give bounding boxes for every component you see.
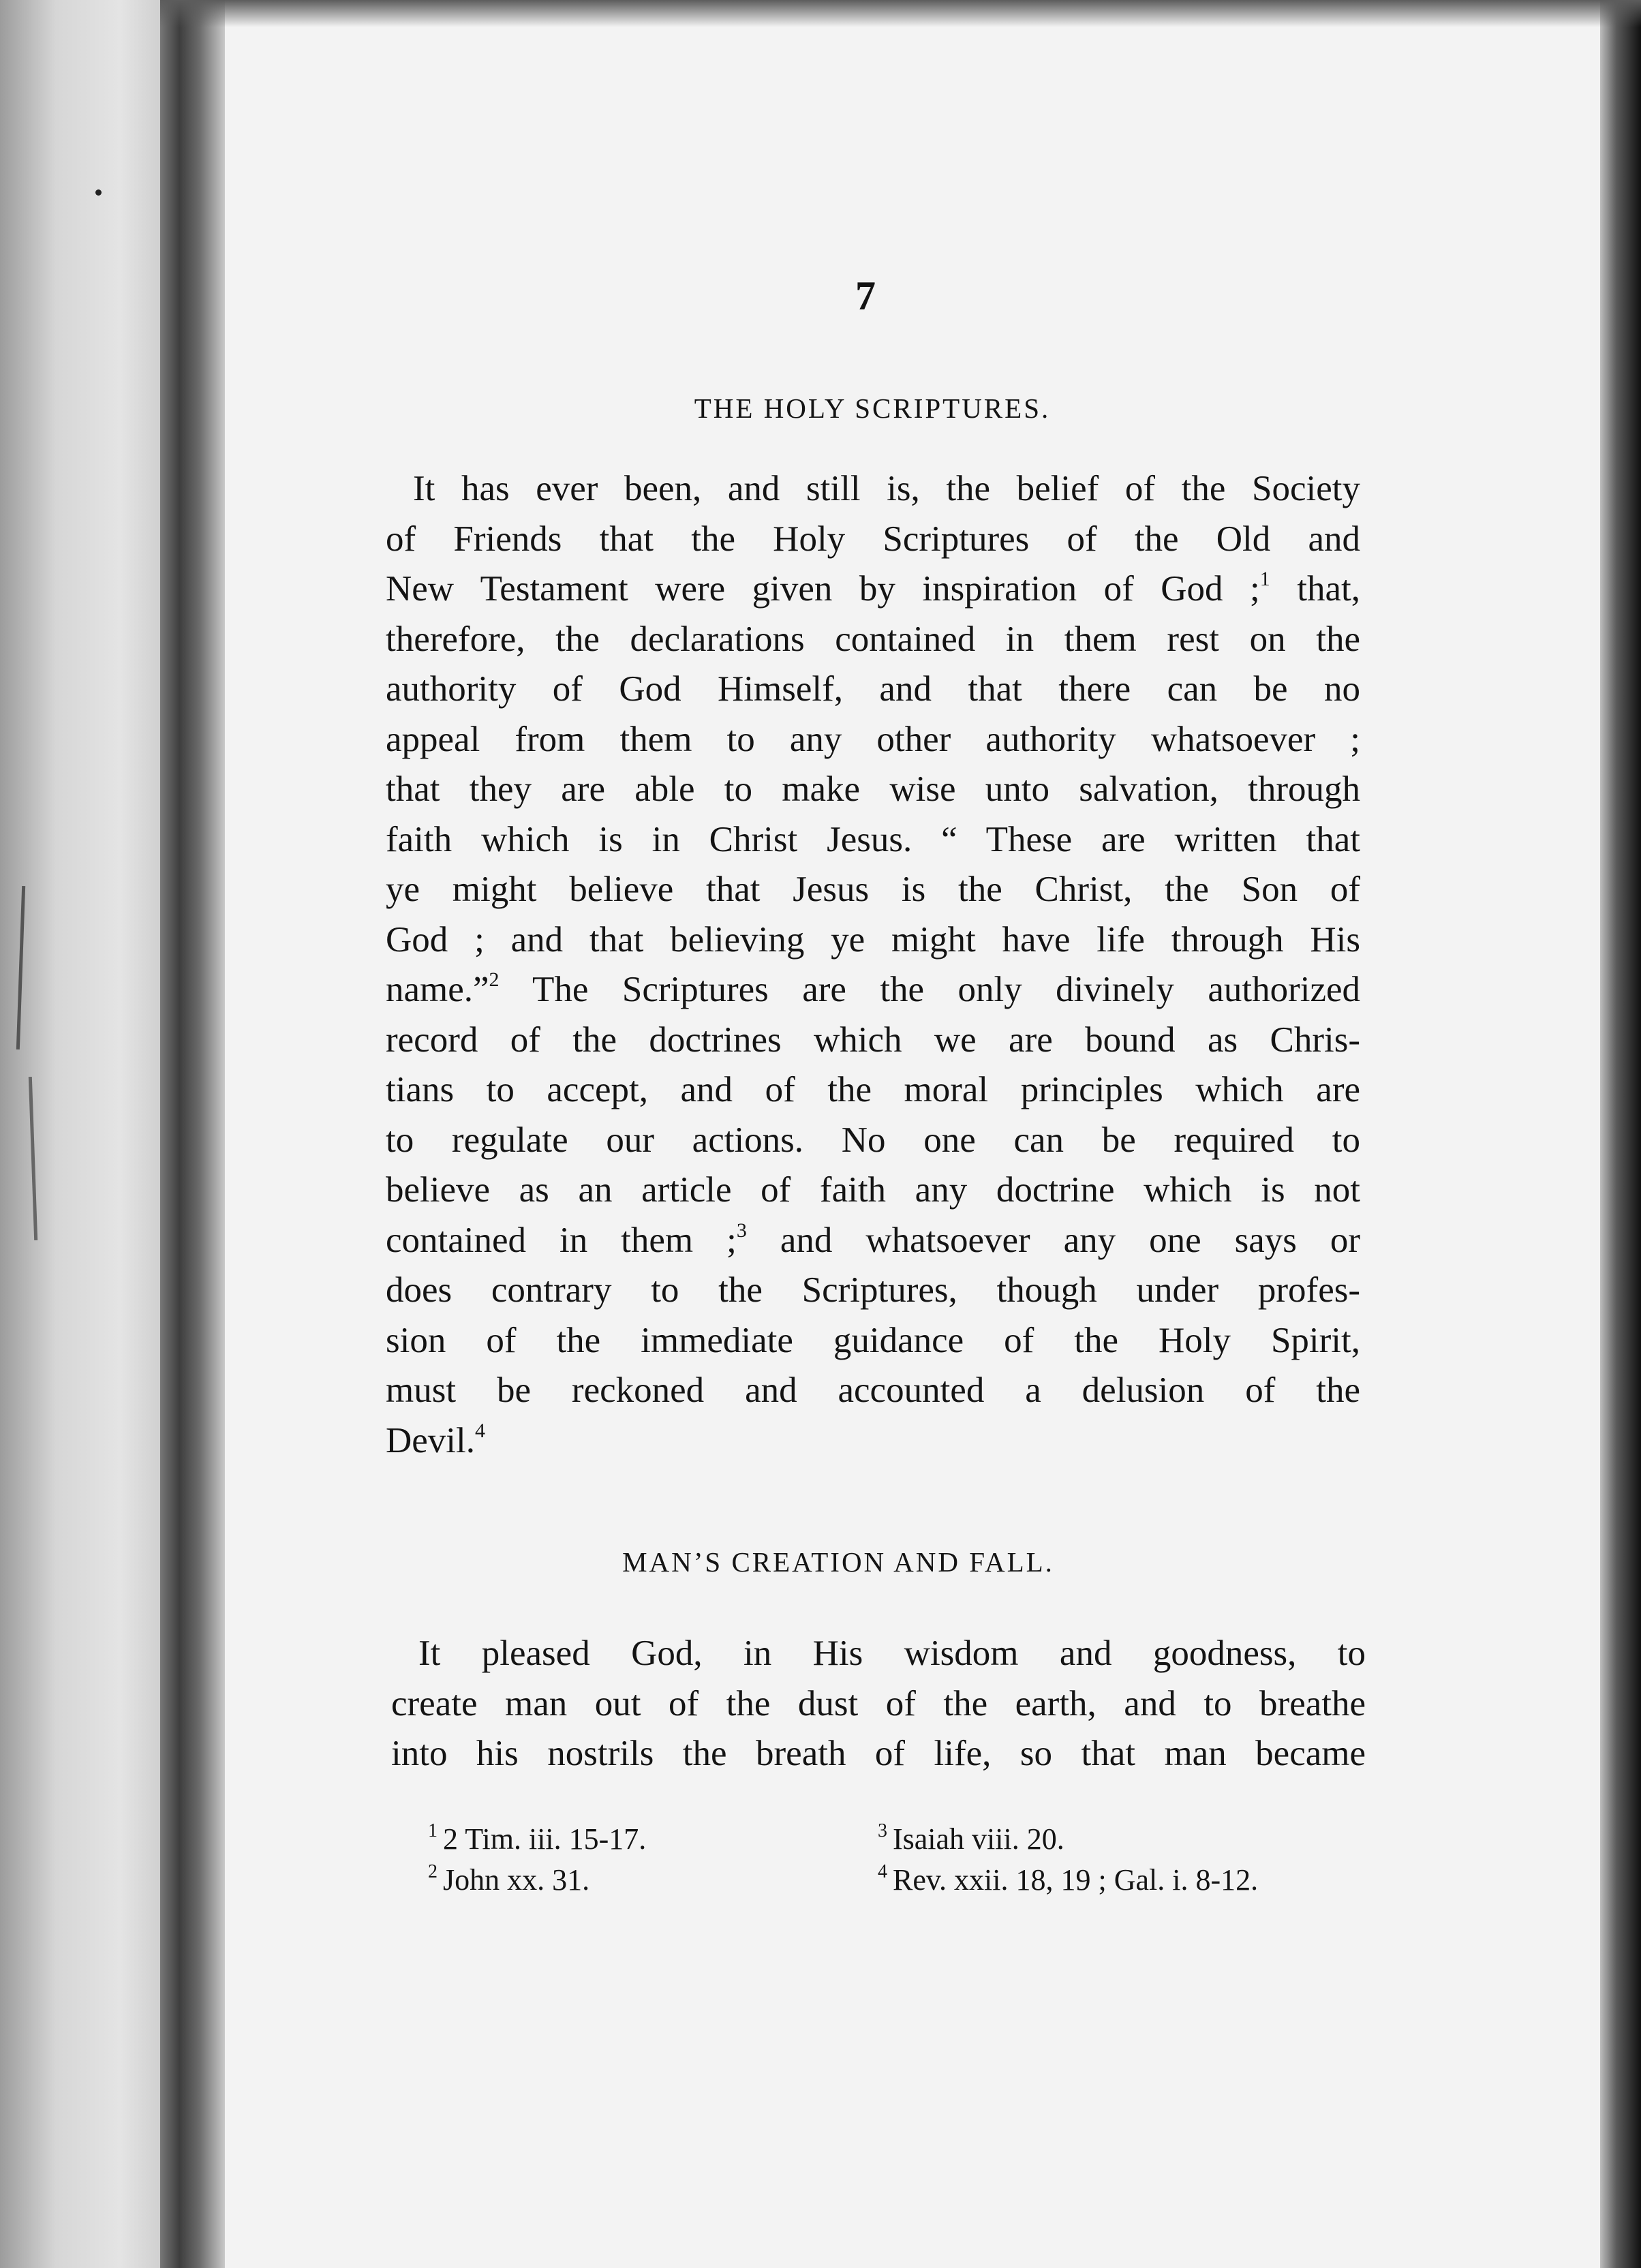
text-line: God ; and that believing ye might have life through His — [386, 919, 1360, 960]
text-line: does contrary to the Scriptures, though under profes- — [386, 1270, 1360, 1310]
text-line: It has ever been, and still is, the belief of the Society — [413, 469, 1360, 508]
text-line: believe as an article of faith any doctrine which is not — [386, 1170, 1360, 1210]
footnote-ref: 1 — [1259, 568, 1270, 590]
pencil-mark — [16, 886, 25, 1049]
page-edge-shadow — [1600, 0, 1641, 2268]
page-number: 7 — [855, 273, 876, 318]
text-line: authority of God Himself, and that there can be no — [386, 669, 1360, 709]
text-line: It pleased God, in His wisdom and goodness, to — [418, 1634, 1366, 1673]
paragraph-creation-and-fall — [391, 1629, 1366, 1779]
paragraph-holy-scriptures — [386, 464, 1360, 1466]
text-line: contained in them ;$^3$ and whatsoever any one says or — [386, 1219, 1361, 1260]
text-line: Devil.$^4$ — [386, 1419, 485, 1460]
text-line: tians to accept, and of the moral principles which are — [386, 1070, 1360, 1109]
text-line: of Friends that the Holy Scriptures of the Old and — [386, 519, 1360, 559]
binding-gutter — [160, 0, 225, 2268]
text-line: sion of the immediate guidance of the Holy Spirit, — [386, 1320, 1360, 1360]
text-line: that they are able to make wise unto salvation, through — [386, 769, 1360, 809]
ink-dot — [95, 189, 102, 196]
text-line: record of the doctrines which we are bound as Chris- — [386, 1020, 1360, 1060]
text-line: appeal from them to any other authority whatsoever ; — [386, 719, 1360, 759]
text-line: faith which is in Christ Jesus. “ These are written that — [386, 819, 1360, 859]
text-line: create man out of the dust of the earth, and to breathe — [391, 1683, 1366, 1723]
text-line: New Testament were given by inspiration of God ;$^1$ that, — [386, 568, 1360, 609]
pencil-mark — [29, 1077, 37, 1240]
text-line: therefore, the declarations contained in them rest on the — [386, 619, 1360, 659]
text-line: must be reckoned and accounted a delusion of the — [386, 1370, 1360, 1410]
facing-page-edge — [0, 0, 160, 2268]
text-line: into his nostrils the breath of life, so that man became — [391, 1734, 1366, 1773]
section-heading-holy-scriptures: THE HOLY SCRIPTURES. — [694, 393, 1051, 424]
footnote-ref: 3 — [736, 1219, 747, 1242]
footnote: $^3$ Isaiah viii. 20. — [878, 1820, 1064, 1856]
footnote-ref: 4 — [475, 1419, 485, 1442]
top-shadow — [160, 0, 1641, 27]
text-line: to regulate our actions. No one can be required to — [386, 1120, 1360, 1160]
footnote: $^4$ Rev. xxii. 18, 19 ; Gal. i. 8-12. — [878, 1861, 1259, 1897]
footnote-ref: 2 — [489, 968, 500, 991]
text-line: ye might believe that Jesus is the Christ, the Son of — [386, 870, 1360, 909]
footnote: $^1$ 2 Tim. iii. 15-17. — [428, 1820, 647, 1856]
text-line: name.”$^2$ The Scriptures are the only divinely authorized — [386, 968, 1360, 1009]
footnote: $^2$ John xx. 31. — [428, 1861, 590, 1897]
section-heading-creation-and-fall: MAN’S CREATION AND FALL. — [622, 1546, 1054, 1578]
